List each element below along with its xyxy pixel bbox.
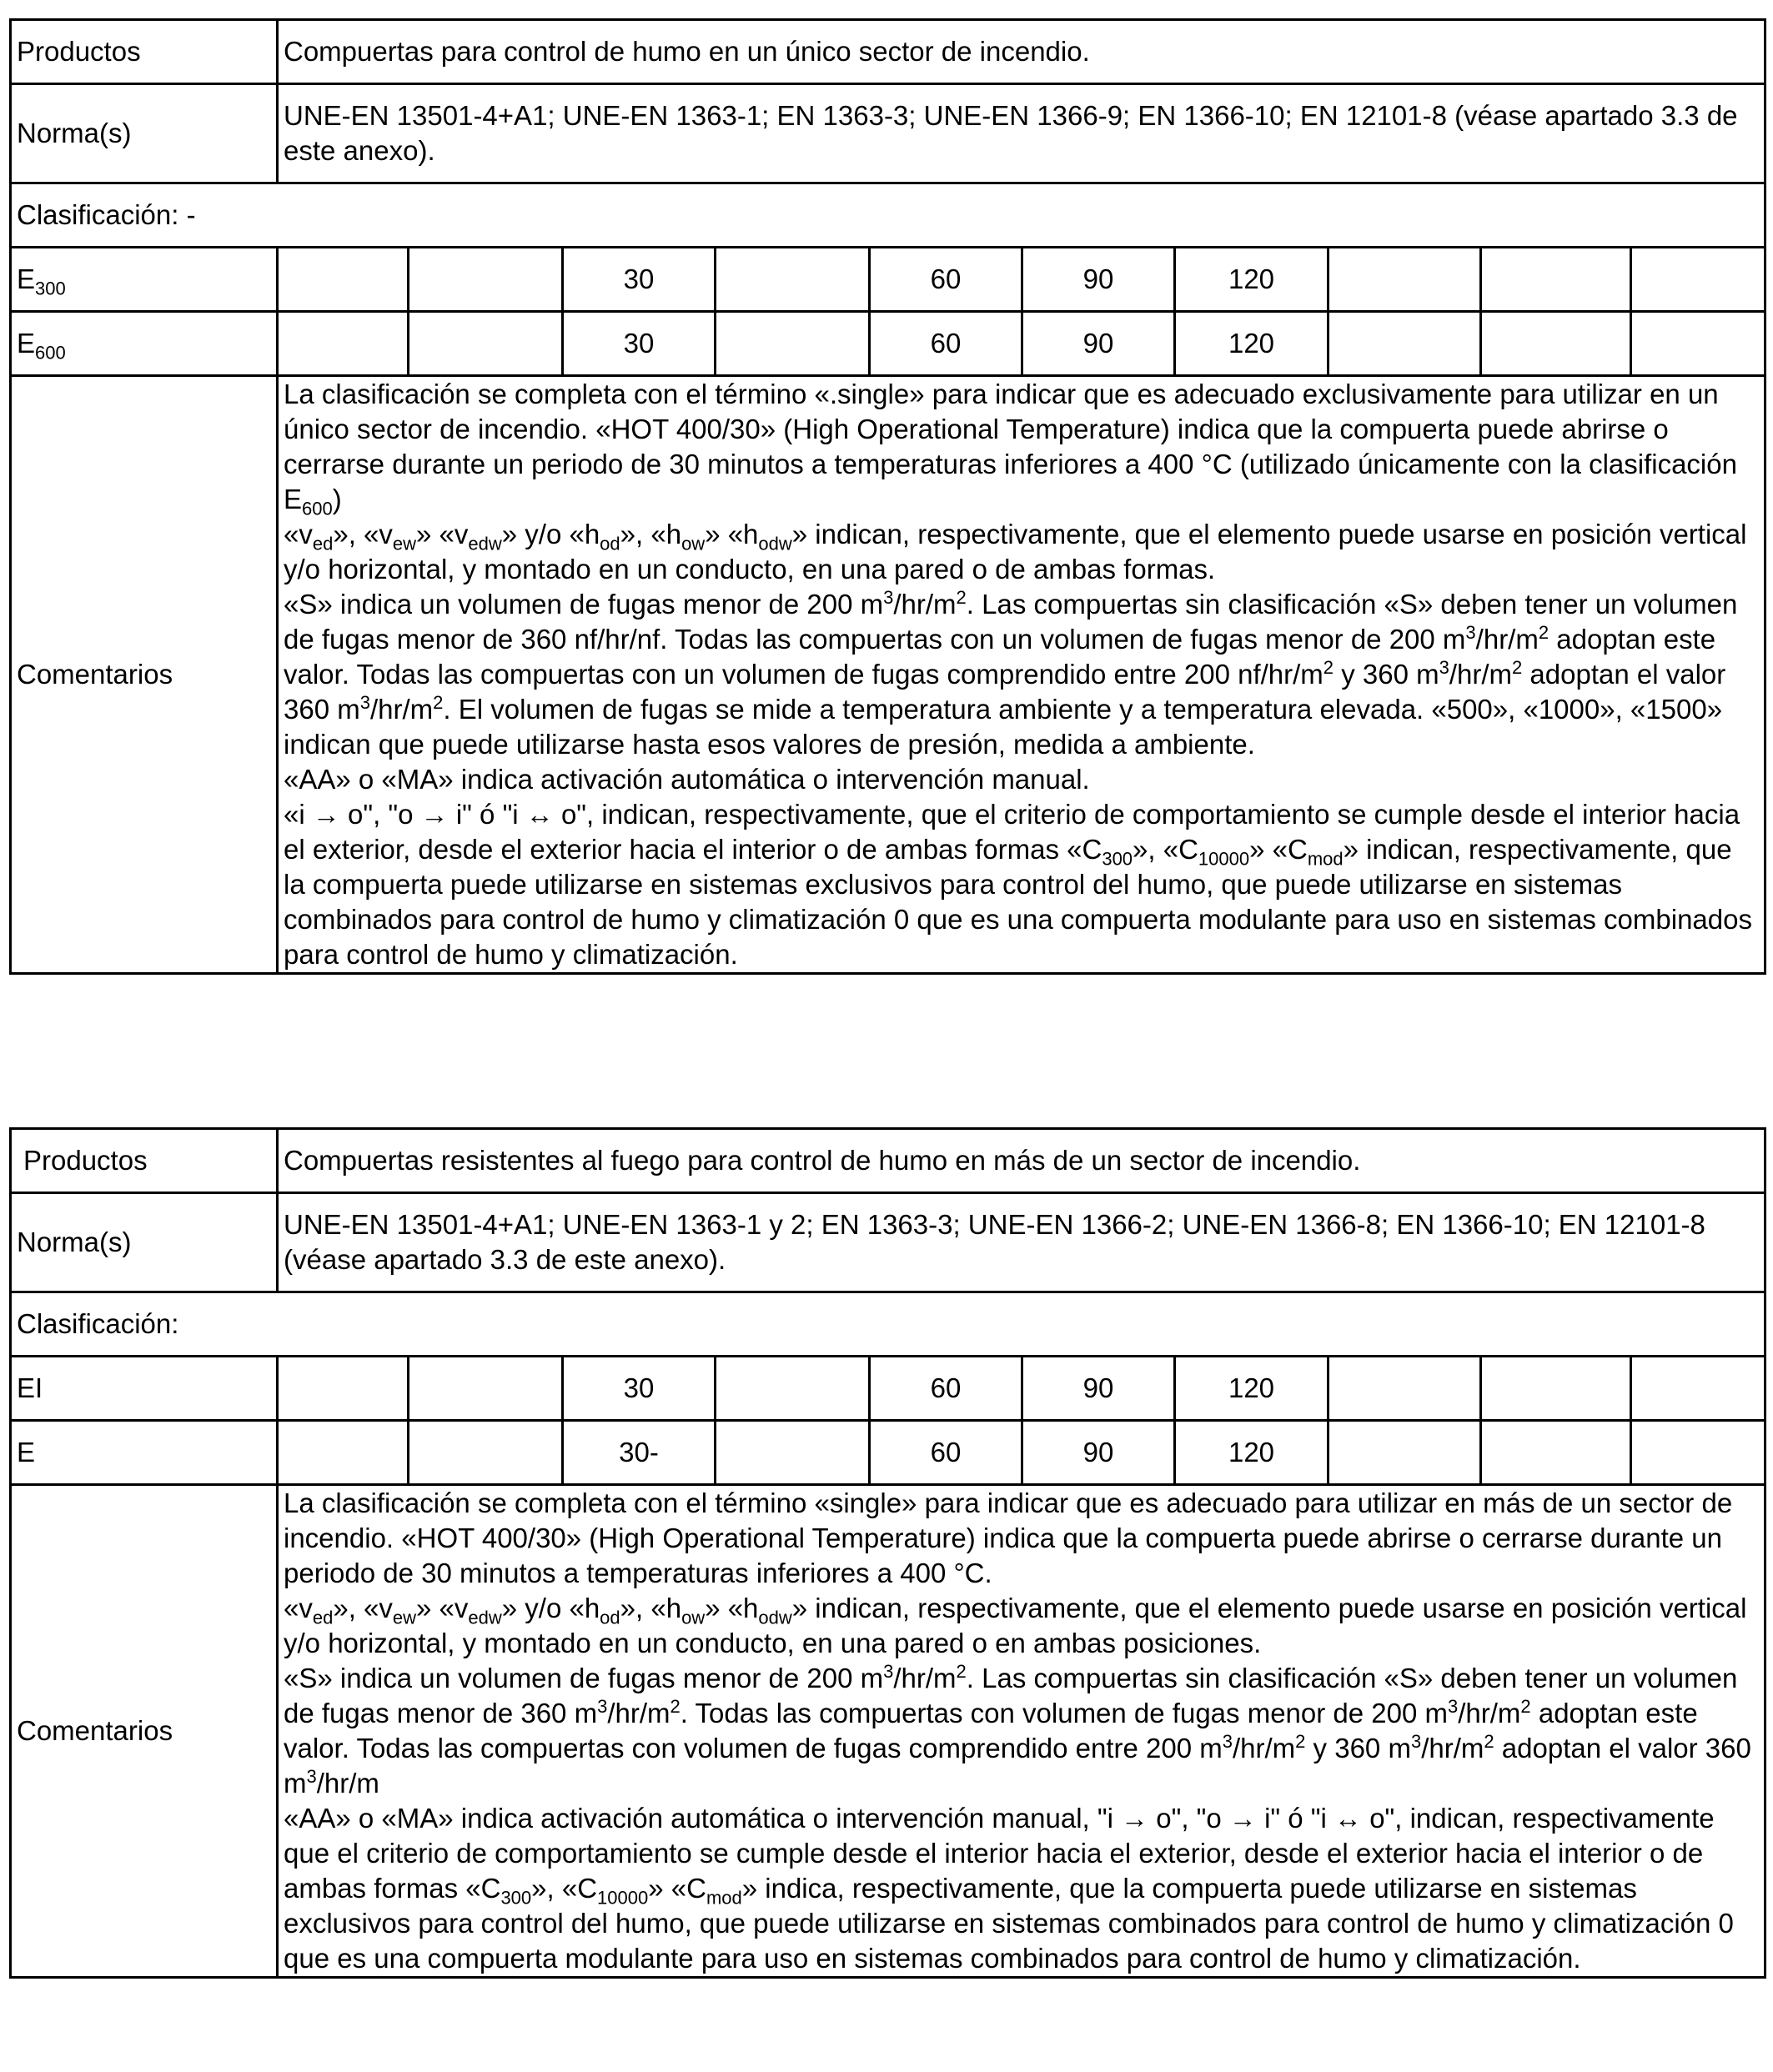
comment-paragraph: «AA» o «MA» indica activación automática o intervención manual, "i → o", "o → i" ó "i ↔ o", indican, respectivamente que el criterio de comportamiento se cumple desde el interior hacia el exterior, desde el exterior hacia el interior o de ambas formas «$C_{300}$», «$C_{10000}$» «$C_{mod}$» indica, respectivamente, que la compuerta puede utilizarse en sistemas exclusivos para control del humo, que puede utilizarse en sistemas combinados para control de humo y climatización 0 que es una compuerta modulante para uso en sistemas combinados para control de humo y climatización. — [284, 1803, 1734, 1974]
comentarios-text — [278, 376, 1765, 974]
class-value: 30 — [563, 248, 716, 312]
class-label: $E_{600}$ — [11, 312, 278, 376]
productos-label: Productos — [11, 20, 278, 84]
comentarios-row — [11, 376, 1765, 974]
class-value — [1631, 1357, 1765, 1421]
comment-paragraph: «S» indica un volumen de fugas menor de 200 $m^3/hr/m^2$. Las compuertas sin clasificación «S» deben tener un volumen de fugas menor de 360 nf/hr/nf. Todas las compuertas con un volumen de fugas menor de 200 $m^3/hr/m^2$ adoptan este valor. Todas las compuertas con un volumen de fugas comprendido entre 200 $nf/hr/m^2$ y 360 $m^3/hr/m^2$ adoptan el valor 360 $m^3/hr/m^2$. El volumen de fugas se mide a temperatura ambiente y a temperatura elevada. «500», «1000», «1500» indican que puede utilizarse hasta esos valores de presión, medida a ambiente. — [284, 587, 1738, 760]
class-value — [409, 1421, 563, 1485]
class-value — [1631, 248, 1765, 312]
class-value: 120 — [1175, 248, 1328, 312]
class-value — [1481, 1421, 1631, 1485]
class-value: 60 — [870, 248, 1022, 312]
class-label: EI — [11, 1357, 278, 1421]
class-value: 90 — [1022, 1357, 1175, 1421]
class-value: 30 — [563, 312, 716, 376]
productos-row — [11, 1129, 1765, 1193]
productos-value: Compuertas para control de humo en un único sector de incendio. — [278, 20, 1765, 84]
class-value — [409, 312, 563, 376]
class-value — [716, 1357, 870, 1421]
class-value — [409, 1357, 563, 1421]
class-value: 60 — [870, 312, 1022, 376]
class-value — [278, 312, 409, 376]
class-value — [1481, 248, 1631, 312]
classification-row-e600 — [11, 312, 1765, 376]
smoke-damper-single-sector-table — [9, 18, 1766, 975]
classification-row-e300 — [11, 248, 1765, 312]
class-label: E — [11, 1421, 278, 1485]
normas-row — [11, 84, 1765, 183]
class-label: $E_{300}$ — [11, 248, 278, 312]
class-value — [1328, 312, 1481, 376]
class-value: 120 — [1175, 312, 1328, 376]
class-value — [278, 248, 409, 312]
clasificacion-label: Clasificación: — [11, 1292, 1765, 1357]
comment-paragraph: «AA» o «MA» indica activación automática o intervención manual. — [284, 764, 1090, 795]
class-value: 60 — [870, 1357, 1022, 1421]
class-value — [1328, 1357, 1481, 1421]
class-value: 120 — [1175, 1357, 1328, 1421]
class-value — [1631, 1421, 1765, 1485]
comment-paragraph: La clasificación se completa con el término «.single» para indicar que es adecuado exclusivamente para utilizar en un único sector de incendio. «HOT 400/30» (High Operational Temperature) indica que la compuerta puede abrirse o cerrarse durante un periodo de 30 minutos a temperaturas inferiores a 400 °C (utilizado únicamente con la clasificación $E_{600}$) — [284, 379, 1737, 519]
normas-label: Norma(s) — [11, 84, 278, 183]
class-value — [1328, 248, 1481, 312]
class-value — [1631, 312, 1765, 376]
comment-paragraph: «i → o", "o → i" ó "i ↔ o", indican, respectivamente, que el criterio de comportamiento se cumple desde el interior hacia el exterior, desde el exterior hacia el interior o de ambas formas «$C_{300}$», «$C_{10000}$» «$C_{mod}$» indican, respectivamente, que la compuerta puede utilizarse en sistemas exclusivos para control del humo, que puede utilizarse en sistemas combinados para control de humo y climatización 0 que es una compuerta modulante para uso en sistemas combinados para control de humo y climatización. — [284, 799, 1752, 970]
class-value — [1481, 312, 1631, 376]
normas-value: UNE-EN 13501-4+A1; UNE-EN 1363-1; EN 1363-3; UNE-EN 1366-9; EN 1366-10; EN 12101-8 (véase apartado 3.3 de este anexo). — [278, 84, 1765, 183]
productos-row — [11, 20, 1765, 84]
comment-paragraph: «$v_{ed}$», «$v_{ew}$» «$v_{edw}$» y/o «$h_{od}$», «$h_{ow}$» «$h_{odw}$» indican, respectivamente, que el elemento puede usarse en posición vertical y/o horizontal, y montado en un conducto, en una pared o en ambas posiciones. — [284, 1593, 1747, 1658]
comentarios-label: Comentarios — [11, 376, 278, 974]
normas-label: Norma(s) — [11, 1193, 278, 1292]
class-value: 90 — [1022, 248, 1175, 312]
class-value — [716, 312, 870, 376]
comentarios-row — [11, 1485, 1765, 1978]
class-value: 90 — [1022, 1421, 1175, 1485]
comentarios-label: Comentarios — [11, 1485, 278, 1978]
clasificacion-row — [11, 1292, 1765, 1357]
normas-value: UNE-EN 13501-4+A1; UNE-EN 1363-1 y 2; EN 1363-3; UNE-EN 1366-2; UNE-EN 1366-8; EN 1366-10; EN 12101-8 (véase apartado 3.3 de este anexo). — [278, 1193, 1765, 1292]
productos-value: Compuertas resistentes al fuego para control de humo en más de un sector de incendio. — [278, 1129, 1765, 1193]
comment-paragraph: «$v_{ed}$», «$v_{ew}$» «$v_{edw}$» y/o «$h_{od}$», «$h_{ow}$» «$h_{odw}$» indican, respectivamente, que el elemento puede usarse en posición vertical y/o horizontal, y montado en un conducto, en una pared o de ambas formas. — [284, 519, 1747, 584]
class-value: 30 — [563, 1357, 716, 1421]
class-value: 120 — [1175, 1421, 1328, 1485]
class-value: 60 — [870, 1421, 1022, 1485]
classification-row-ei — [11, 1357, 1765, 1421]
class-value — [1481, 1357, 1631, 1421]
smoke-damper-multi-sector-table — [9, 1127, 1766, 1979]
class-value: 90 — [1022, 312, 1175, 376]
comentarios-text — [278, 1485, 1765, 1978]
comment-paragraph: «S» indica un volumen de fugas menor de 200 $m^3/hr/m^2$. Las compuertas sin clasificación «S» deben tener un volumen de fugas menor de 360 $m^3/hr/m^2$. Todas las compuertas con volumen de fugas menor de 200 $m^3/hr/m^2$ adoptan este valor. Todas las compuertas con volumen de fugas comprendido entre 200 $m^3/hr/m^2$ y 360 $m^3/hr/m^2$ adoptan el valor 360 $m^3/hr/m$ — [284, 1661, 1751, 1799]
normas-row — [11, 1193, 1765, 1292]
class-value — [278, 1421, 409, 1485]
class-value — [409, 248, 563, 312]
comment-paragraph: La clasificación se completa con el término «single» para indicar que es adecuado para utilizar en más de un sector de incendio. «HOT 400/30» (High Operational Temperature) indica que la compuerta puede abrirse o cerrarse durante un periodo de 30 minutos a temperaturas inferiores a 400 °C. — [284, 1488, 1733, 1588]
clasificacion-label: Clasificación: - — [11, 183, 1765, 248]
class-value — [716, 1421, 870, 1485]
classification-row-e — [11, 1421, 1765, 1485]
productos-label: Productos — [11, 1129, 278, 1193]
class-value — [1328, 1421, 1481, 1485]
class-value: 30- — [563, 1421, 716, 1485]
clasificacion-row — [11, 183, 1765, 248]
class-value — [278, 1357, 409, 1421]
class-value — [716, 248, 870, 312]
